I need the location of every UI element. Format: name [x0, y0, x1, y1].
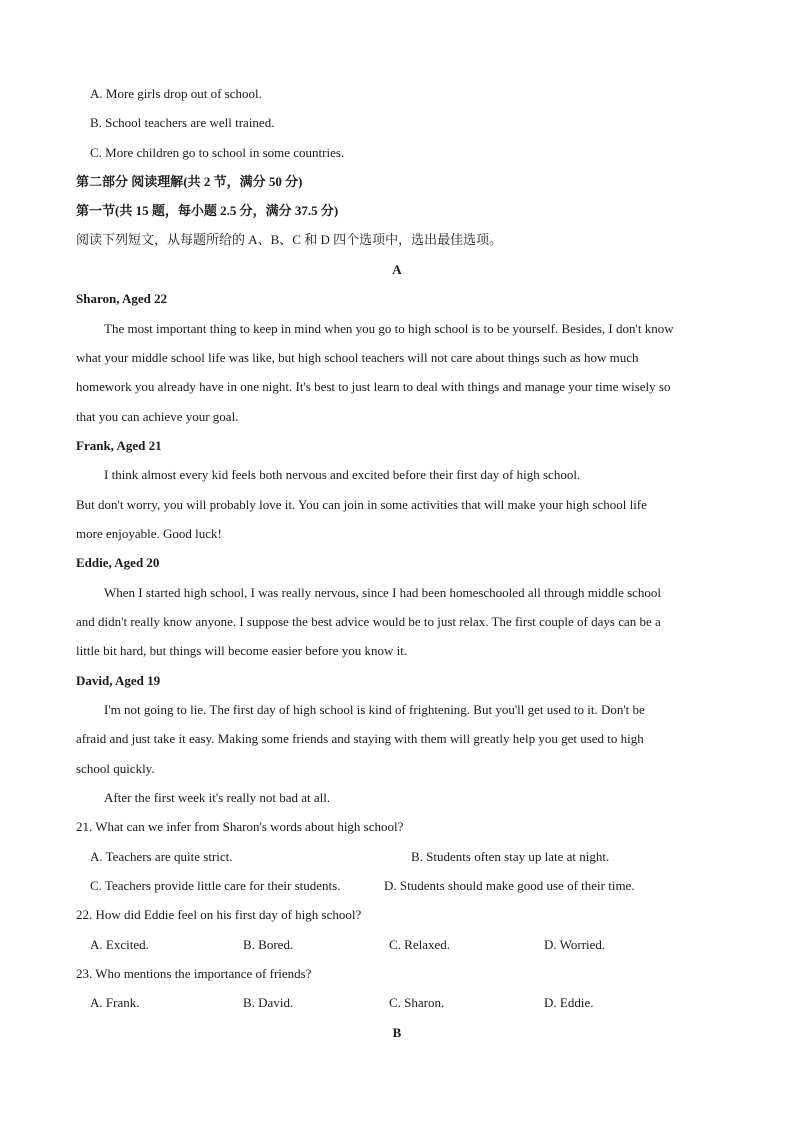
question-23-option-a: A. Frank.: [90, 995, 140, 1010]
david-line-1: I'm not going to lie. The first day of high school is kind of frightening. But you'll get used to it. Don't be: [104, 702, 645, 717]
question-22-option-b: B. Bored.: [243, 937, 294, 952]
question-22-option-c: C. Relaxed.: [389, 937, 451, 952]
eddie-line-2: and didn't really know anyone. I suppose the best advice would be to just relax. The first couple of days can be a: [76, 614, 661, 629]
question-21-stem: 21. What can we infer from Sharon's words about high school?: [76, 819, 404, 834]
section-title: 第一节(共 15 题，每小题 2.5 分，满分 37.5 分): [76, 203, 339, 218]
question-23-option-b: B. David.: [243, 995, 294, 1010]
prev-option-a: A. More girls drop out of school.: [90, 86, 262, 101]
eddie-line-3: little bit hard, but things will become easier before you know it.: [76, 643, 408, 658]
question-21-option-a: A. Teachers are quite strict.: [90, 849, 233, 864]
part-title: 第二部分 阅读理解(共 2 节，满分 50 分): [76, 174, 303, 189]
question-23-option-d: D. Eddie.: [544, 995, 594, 1010]
frank-line-1: I think almost every kid feels both nervous and excited before their first day of high school.: [104, 467, 581, 482]
sharon-line-4: that you can achieve your goal.: [76, 409, 239, 424]
david-line-4: After the first week it's really not bad at all.: [104, 790, 331, 805]
david-line-2: afraid and just take it easy. Making some friends and staying with them will greatly help you get used to high: [76, 731, 644, 746]
david-name: David, Aged 19: [76, 673, 161, 688]
frank-line-3: more enjoyable. Good luck!: [76, 526, 222, 541]
question-21-option-d: D. Students should make good use of their time.: [384, 878, 635, 893]
prev-option-b: B. School teachers are well trained.: [90, 115, 275, 130]
question-23-option-c: C. Sharon.: [389, 995, 445, 1010]
passage-a-label: A: [392, 262, 402, 277]
eddie-name: Eddie, Aged 20: [76, 555, 160, 570]
question-22-option-a: A. Excited.: [90, 937, 149, 952]
sharon-line-1: The most important thing to keep in mind when you go to high school is to be yourself. Besides, I don't know: [104, 321, 674, 336]
question-22-option-d: D. Worried.: [544, 937, 606, 952]
sharon-line-3: homework you already have in one night. It's best to just learn to deal with things and manage your time wisely so: [76, 379, 671, 394]
sharon-name: Sharon, Aged 22: [76, 291, 168, 306]
eddie-line-1: When I started high school, I was really nervous, since I had been homeschooled all through middle school: [104, 585, 662, 600]
question-21-option-b: B. Students often stay up late at night.: [411, 849, 610, 864]
question-23-stem: 23. Who mentions the importance of friends?: [76, 966, 312, 981]
question-21-option-c: C. Teachers provide little care for their students.: [90, 878, 341, 893]
instruction: 阅读下列短文，从每题所给的 A、B、C 和 D 四个选项中，选出最佳选项。: [76, 232, 503, 247]
frank-line-2: But don't worry, you will probably love it. You can join in some activities that will make your high school life: [76, 497, 647, 512]
david-line-3: school quickly.: [76, 761, 155, 776]
question-22-stem: 22. How did Eddie feel on his first day of high school?: [76, 907, 362, 922]
frank-name: Frank, Aged 21: [76, 438, 162, 453]
passage-b-label: B: [392, 1025, 402, 1040]
sharon-line-2: what your middle school life was like, but high school teachers will not care about things such as how much: [76, 350, 639, 365]
prev-option-c: C. More children go to school in some countries.: [90, 145, 345, 160]
